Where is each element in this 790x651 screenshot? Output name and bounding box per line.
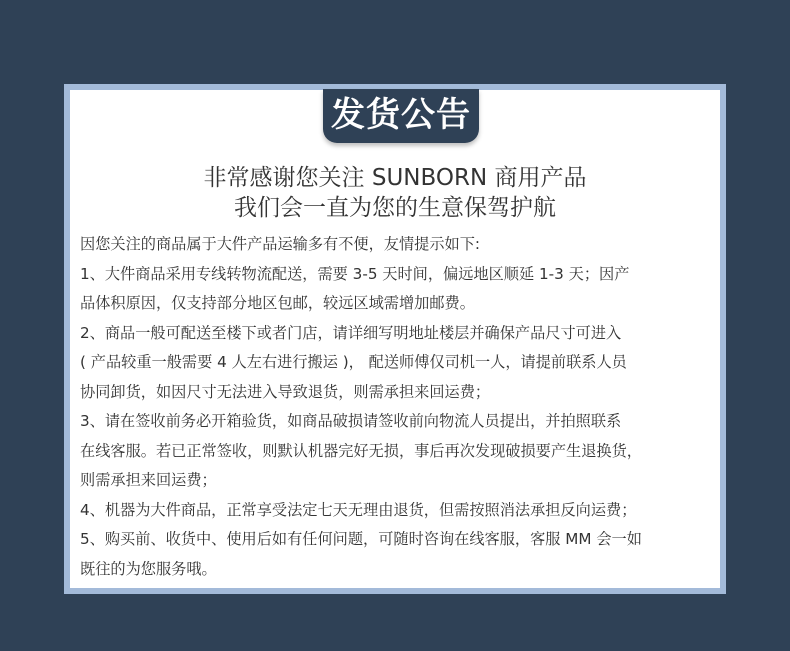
- notice-line: 在线客服。若已正常签收，则默认机器完好无损，事后再次发现破损要产生退换货，: [80, 441, 642, 460]
- notice-title-badge: 发货公告: [323, 89, 479, 143]
- notice-line: 则需承担来回运费；: [80, 471, 217, 489]
- notice-line: 品体积原因，仅支持部分地区包邮，较远区域需增加邮费。: [80, 294, 475, 312]
- notice-line: 协同卸货，如因尺寸无法进入导致退货，则需承担来回运费；: [80, 382, 491, 401]
- notice-line: 1、大件商品采用专线转物流配送，需要 3-5 天时间，偏远地区顺延 1-3 天；因产: [80, 264, 630, 283]
- thanks-heading: 非常感谢您关注 SUNBORN 商用产品: [203, 165, 587, 191]
- notice-line: 4、机器为大件商品，正常享受法定七天无理由退货，但需按照消法承担反向运费；: [80, 500, 637, 519]
- notice-body: [80, 230, 712, 584]
- slogan-heading: 我们会一直为您的生意保驾护航: [234, 195, 556, 221]
- notice-line: 3、请在签收前务必开箱验货，如商品破损请签收前向物流人员提出，并拍照联系: [80, 412, 622, 430]
- notice-line: 既往的为您服务哦。: [80, 559, 217, 578]
- notice-line: 2、商品一般可配送至楼下或者门店，请详细写明地址楼层并确保产品尺寸可进入: [80, 323, 622, 342]
- notice-line: ( 产品较重一般需要 4 人左右进行搬运 )， 配送师傅仅司机一人，请提前联系人员: [80, 353, 627, 371]
- notice-card: [70, 90, 720, 588]
- notice-frame: [64, 84, 726, 594]
- notice-line: 5、购买前、收货中、使用后如有任何问题，可随时咨询在线客服，客服 MM 会一如: [80, 530, 642, 548]
- notice-intro: 因您关注的商品属于大件产品运输多有不便，友情提示如下:: [80, 235, 480, 253]
